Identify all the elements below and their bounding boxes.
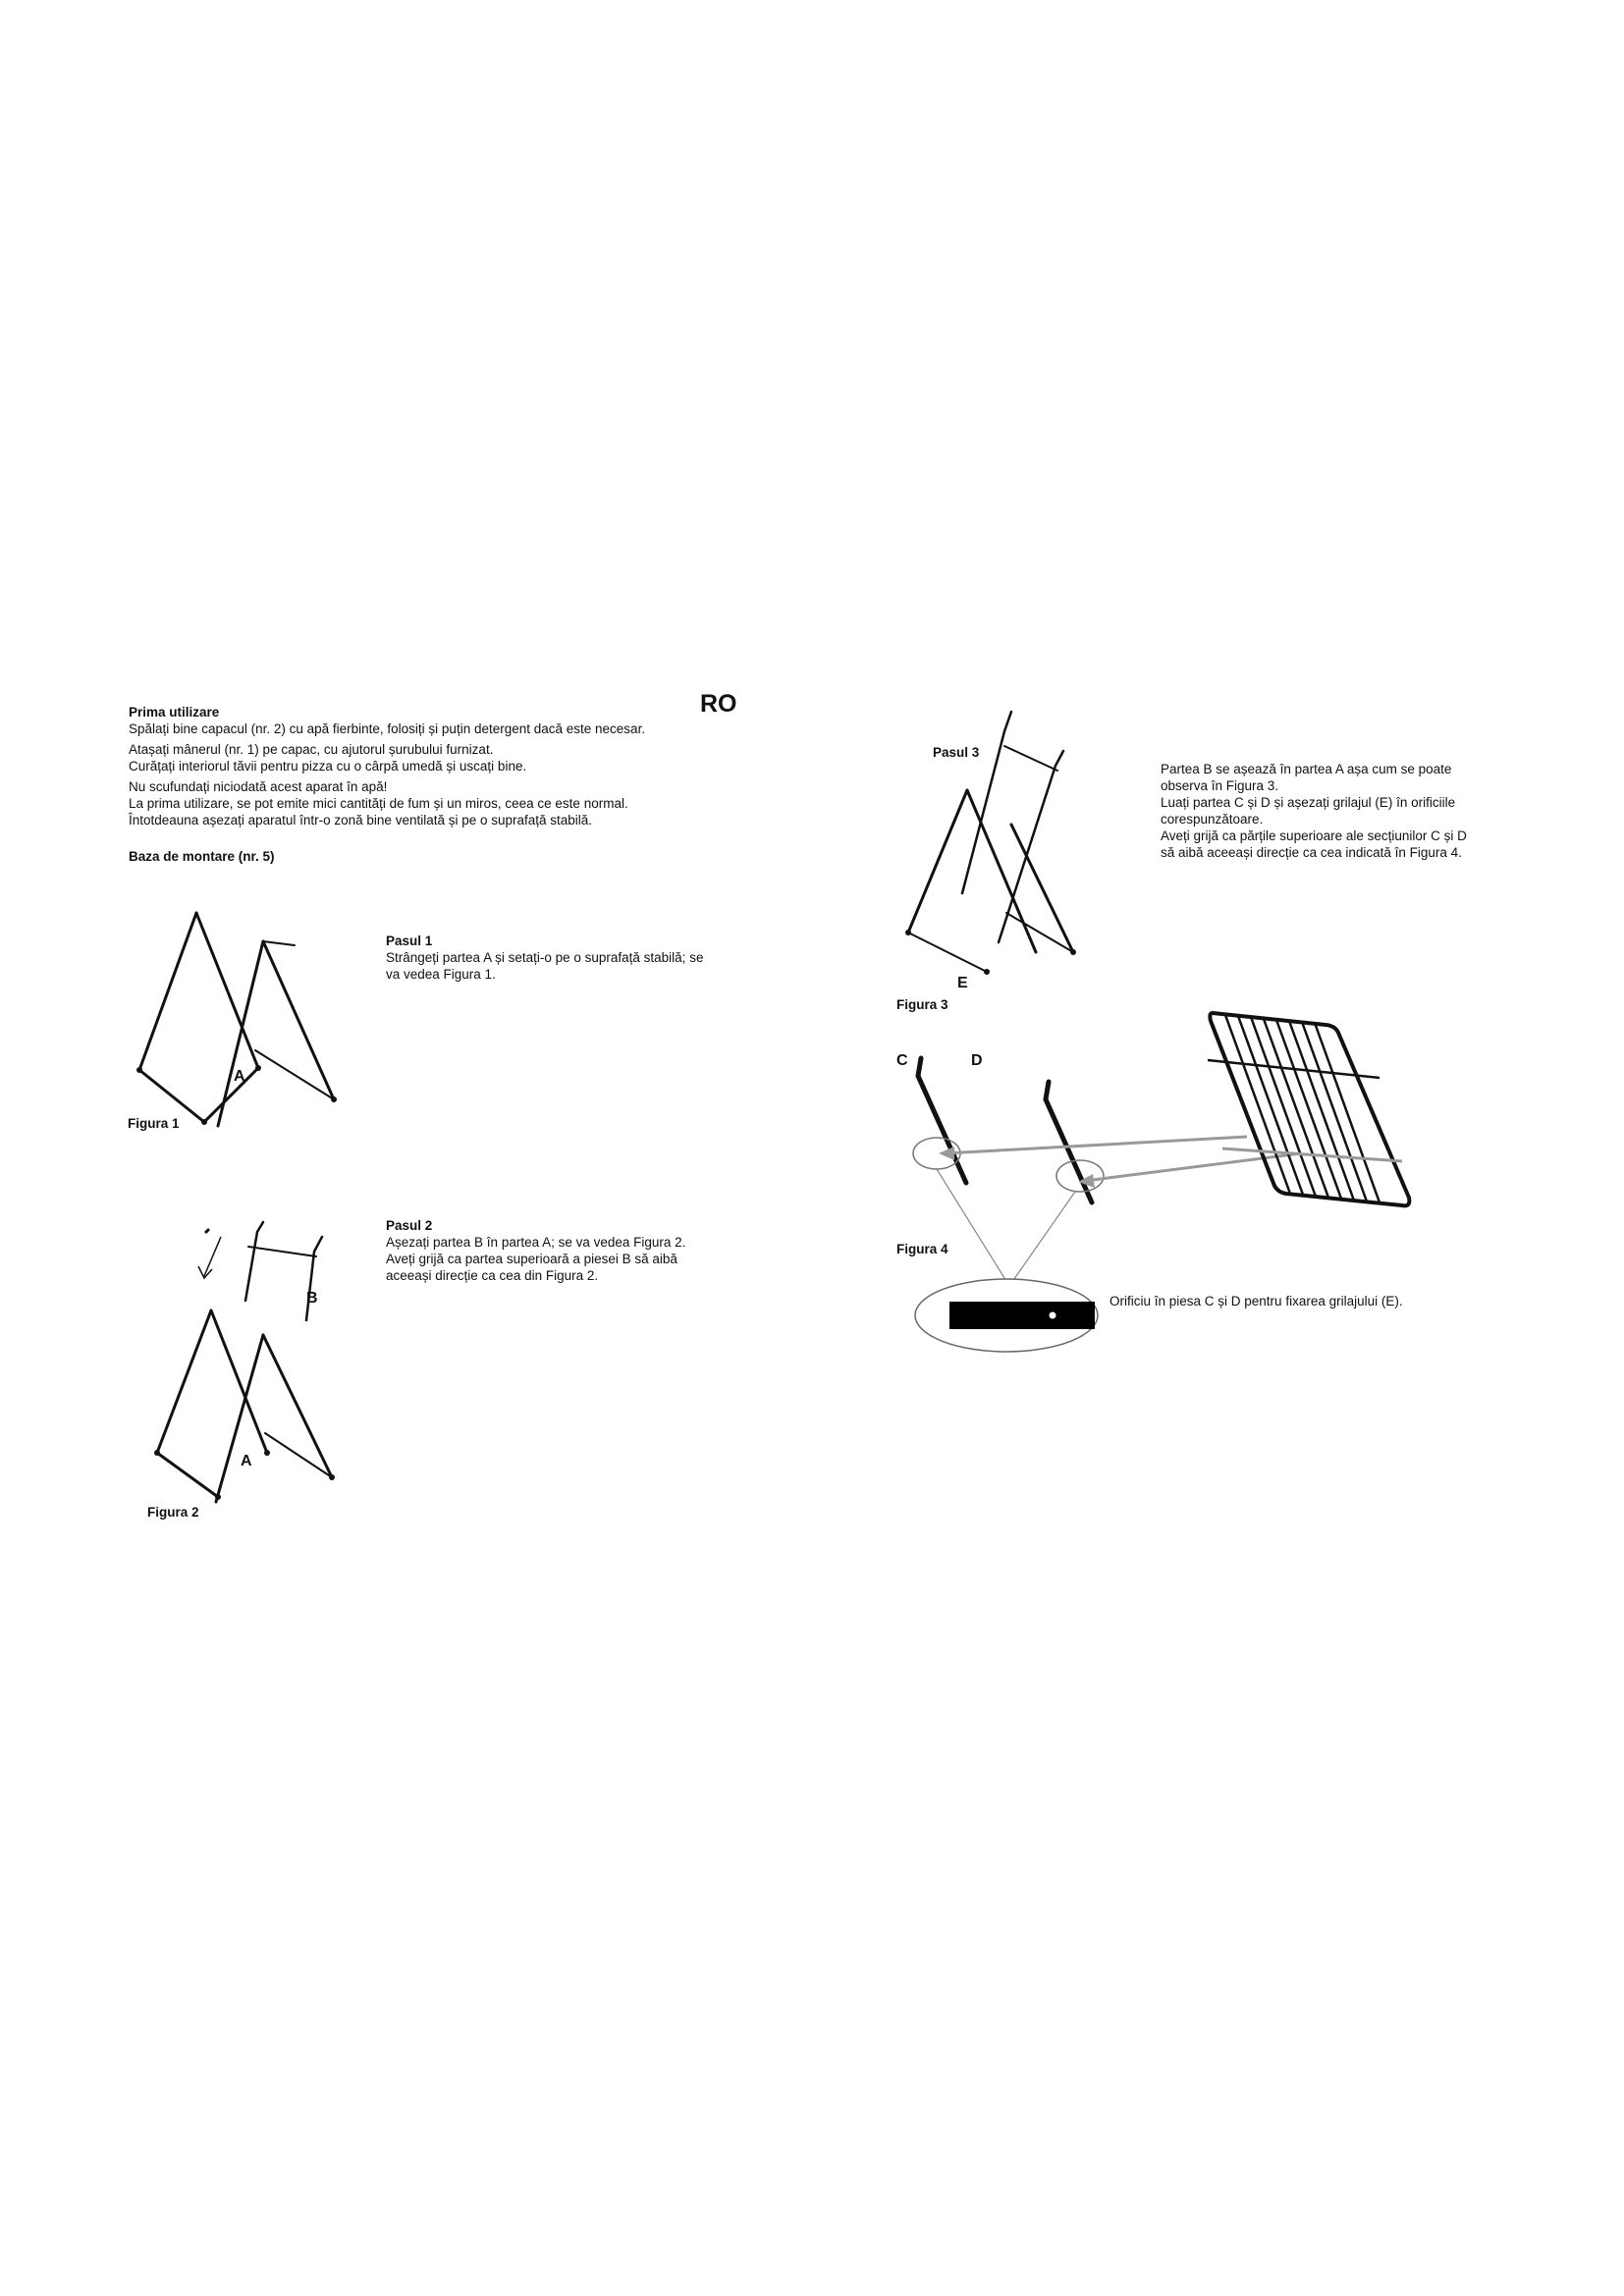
step2-line: Aveți grijă ca partea superioară a piesei B să aibă xyxy=(386,1252,677,1266)
figure-4-drawing xyxy=(884,1001,1434,1394)
step3-text xyxy=(1161,761,1467,861)
step2-line: Așezați partea B în partea A; se va vedea Figura 2. xyxy=(386,1235,686,1250)
figure-4-note: Orificiu în piesa C și D pentru fixarea grilajului (E). xyxy=(1110,1294,1403,1308)
section-title: Baza de montare (nr. 5) xyxy=(129,849,275,864)
grill-drawing xyxy=(1208,1013,1409,1205)
intro-line: La prima utilizare, se pot emite mici cantități de fum și un miros, ceea ce este normal. xyxy=(129,796,628,811)
step3-line: Partea B se așează în partea A așa cum se poate xyxy=(1161,762,1452,776)
figure-1-drawing xyxy=(118,898,353,1144)
step3-line: să aibă aceeași direcție ca cea indicată în Figura 4. xyxy=(1161,845,1462,860)
step2-title: Pasul 2 xyxy=(386,1218,433,1233)
intro-line: Nu scufundați niciodată acest aparat în apă! xyxy=(129,779,388,794)
intro-block xyxy=(129,704,645,828)
step3-line: Aveți grijă ca părțile superioare ale secțiunilor C și D xyxy=(1161,828,1467,843)
intro-line: Întotdeauna așezați aparatul într-o zonă bine ventilată și pe o suprafață stabilă. xyxy=(129,813,593,828)
step1-line: Strângeți partea A și setați-o pe o suprafață stabilă; se xyxy=(386,950,704,965)
step1-text xyxy=(386,933,703,983)
figure-3-label-e: E xyxy=(957,975,968,991)
step2-line: aceeași direcție ca cea din Figura 2. xyxy=(386,1268,599,1283)
figure-1-label-a: A xyxy=(234,1068,245,1085)
figure-1-caption: Figura 1 xyxy=(128,1116,180,1131)
figure-3-caption: Figura 3 xyxy=(896,997,948,1012)
figure-2-label-b: B xyxy=(306,1290,318,1307)
figure-2-label-a: A xyxy=(241,1453,252,1469)
intro-line: Curățați interiorul tăvii pentru pizza cu o cârpă umedă și uscați bine. xyxy=(129,759,527,774)
figure-4-caption: Figura 4 xyxy=(896,1242,948,1256)
intro-line: Atașați mânerul (nr. 1) pe capac, cu ajutorul șurubului furnizat. xyxy=(129,742,494,757)
intro-title: Prima utilizare xyxy=(129,705,220,720)
figure-2-caption: Figura 2 xyxy=(147,1505,199,1520)
step1-line: va vedea Figura 1. xyxy=(386,967,496,982)
figure-3-drawing xyxy=(889,707,1114,991)
step2-text xyxy=(386,1217,685,1284)
figure-2-drawing xyxy=(147,1212,353,1517)
figure-4-label-c: C xyxy=(896,1052,908,1069)
step3-title: Pasul 3 xyxy=(933,745,980,760)
step1-title: Pasul 1 xyxy=(386,934,433,948)
language-tag: RO xyxy=(700,690,737,718)
step3-line: Luați partea C și D și așezați grilajul (E) în orificiile xyxy=(1161,795,1456,810)
figure-4-label-d: D xyxy=(971,1052,983,1069)
step3-line: corespunzătoare. xyxy=(1161,812,1264,827)
intro-line: Spălați bine capacul (nr. 2) cu apă fierbinte, folosiți și puțin detergent dacă este necesar. xyxy=(129,721,646,736)
step3-line: observa în Figura 3. xyxy=(1161,778,1279,793)
